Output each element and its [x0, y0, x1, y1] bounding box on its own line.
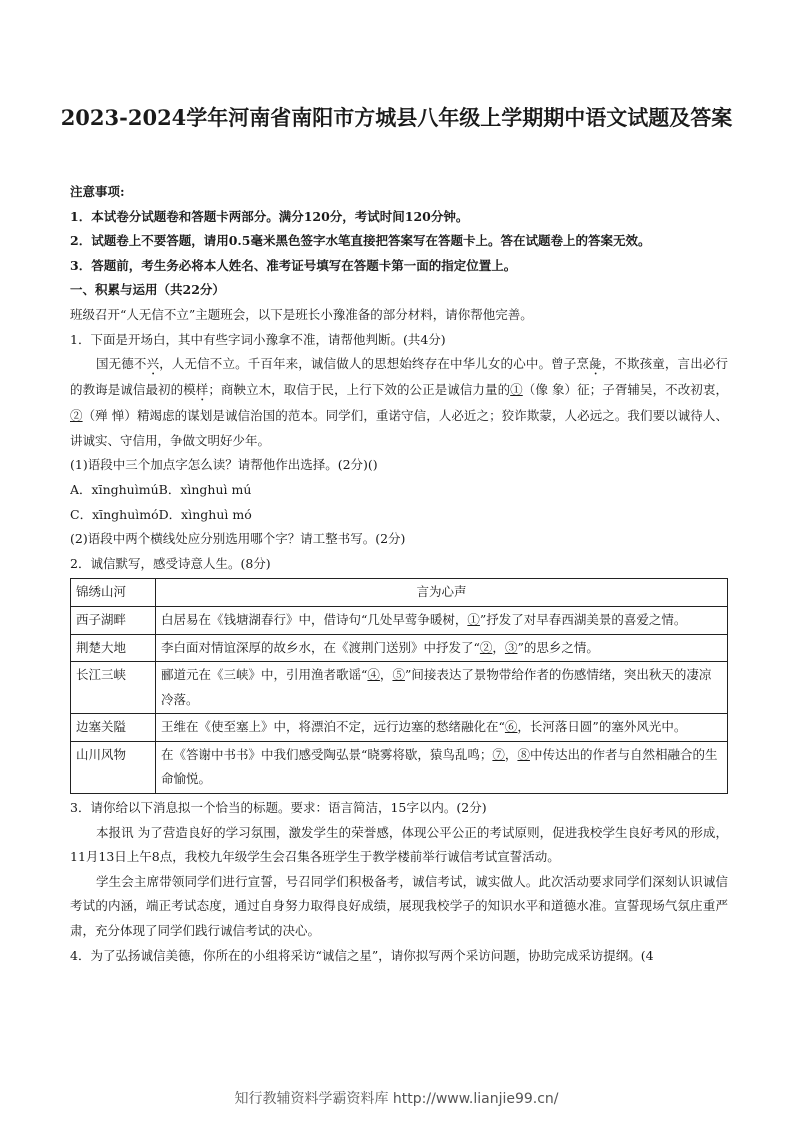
- blank-1: ①: [510, 382, 523, 398]
- table-header: 锦绣山河: [71, 579, 156, 607]
- question-4-stem: 4．为了弘扬诚信美德，你所在的小组将采访“诚信之星”，请你拟写两个采访问题，协助完成采访提纲。(4: [70, 947, 654, 963]
- table-cell-place: 荆楚大地: [71, 634, 156, 662]
- cell-text: ，长河落日圆”的塞外风光中。: [517, 719, 687, 735]
- option-a-b: A．xīnghuìmúB．xìnghuì mú: [70, 481, 252, 497]
- table-row: [71, 714, 728, 742]
- blank-number: ④: [367, 667, 380, 683]
- notice-heading: 注意事项:: [70, 184, 125, 199]
- table-cell-text: [156, 662, 728, 714]
- question-2-stem: 2．诚信默写，感受诗意人生。(8分): [70, 555, 271, 571]
- blank-number: ⑥: [504, 719, 518, 735]
- cell-text: 李白面对情谊深厚的故乡水，在《渡荆门送别》中抒发了“: [161, 639, 480, 655]
- cell-text: ”抒发了对早春西湖美景的喜爱之情。: [479, 611, 687, 627]
- blank-number: ①: [467, 611, 480, 627]
- blank-2: ②: [70, 408, 83, 424]
- cell-text: 中传达出的作者与自然相融合的生命愉悦。: [161, 746, 718, 787]
- table-cell-place: 边塞关隘: [71, 714, 156, 742]
- blank-number: ⑦: [492, 746, 505, 762]
- table-cell-text: [156, 606, 728, 634]
- table-cell-text: [156, 741, 728, 793]
- table-row: [71, 741, 728, 793]
- cell-text: 在《答谢中书书》中我们感受陶弘景“晓雾将歇，猿鸟乱鸣；: [161, 746, 493, 762]
- table-cell-place: 西子湖畔: [71, 606, 156, 634]
- question-1-sub2: (2)语段中两个横线处应分别选用哪个字？请工整书写。(2分): [70, 531, 406, 547]
- dotted-char: 兴: [146, 356, 160, 372]
- option-c-d: C．xīnghuìmóD．xìnghuì mó: [70, 506, 252, 522]
- page-title: 2023-2024学年河南省南阳市方城县八年级上学期期中语文试题及答案: [60, 105, 733, 130]
- table-cell-text: [156, 634, 728, 662]
- table-row: [71, 634, 728, 662]
- question-1-stem: 1．下面是开场白，其中有些字词小豫拿不准，请帮他判断。(共4分): [70, 331, 446, 347]
- notice-item: 2．试题卷上不要答题，请用0.5毫米黑色签字水笔直接把答案写在答题卡上。答在试题卷上的答案无效。: [70, 233, 651, 249]
- poem-table: [70, 578, 728, 794]
- news-paragraph: 学生会主席带领同学们进行宣誓，号召同学们积极备考，诚信考试，诚实做人。此次活动要求同学们深刻认识诚信考试的内涵，端正考试态度，通过自身努力取得良好成绩，展现我校学子的知识水平和道德水准。宣誓现场气氛庄重严肃，充分体现了同学们践行诚信考试的决心。: [70, 873, 728, 939]
- table-header: 言为心声: [156, 579, 728, 607]
- cell-text: ，: [492, 639, 505, 655]
- news-paragraph: 本报讯 为了营造良好的学习氛围，激发学生的荣誉感，体现公平公正的考试原则，促进我校学生良好考风的形成，11月13日上午8点，我校九年级学生会召集各班学生于教学楼前举行诚信考试宣誓活动。: [70, 824, 728, 865]
- blank-number: ⑧: [517, 746, 530, 762]
- document-body: [70, 180, 728, 968]
- table-cell-text: [156, 714, 728, 742]
- blank-number: ③: [504, 639, 518, 655]
- notice-item: 3．答题前，考生务必将本人姓名、准考证号填写在答题卡第一面的指定位置上。: [70, 257, 517, 273]
- question-1-passage: 国无德不兴，人无信不立。千百年来，诚信做人的思想始终存在中华儿女的心中。曾子烹彘，不欺孩童，言出必行的教诲是诚信最初的模样；商鞅立木，取信于民，上行下效的公正是诚信力量的①（像 象）征；子胥辅吴，不改初衷，②（殚 惮）精竭虑的谋划是诚信治国的范本。同学们，重诺守信，人必近之；狡诈欺蒙，人必远之。我们要以诚待人、讲诚实、守信用，争做文明好少年。: [70, 356, 728, 448]
- dotted-char: 彘: [589, 356, 602, 372]
- footer-watermark: 知行教辅资料学霸资料库 http://www.lianjie99.cn/: [234, 1091, 559, 1107]
- table-cell-place: 长江三峡: [71, 662, 156, 714]
- section-intro: 班级召开“人无信不立”主题班会，以下是班长小豫准备的部分材料，请你帮他完善。: [70, 306, 533, 322]
- cell-text: 王维在《使至塞上》中，将漂泊不定，远行边塞的愁绪融化在“: [161, 719, 505, 735]
- cell-text: ”间接表达了景物带给作者的伤感情绪，突出秋天的凄凉冷落。: [161, 667, 712, 707]
- cell-text: ”的思乡之情。: [517, 639, 599, 655]
- table-row: [71, 662, 728, 714]
- dotted-char: 样: [195, 382, 209, 398]
- cell-text: 郦道元在《三峡》中，引用渔者歌谣“: [161, 667, 368, 683]
- question-3-stem: 3．请你给以下消息拟一个恰当的标题。要求：语言简洁，15字以内。(2分): [70, 800, 487, 816]
- cell-text: ，: [379, 667, 393, 683]
- question-1-sub1: (1)语段中三个加点字怎么读？请帮他作出选择。(2分)(): [70, 457, 378, 473]
- blank-number: ⑤: [392, 667, 405, 683]
- section-heading: 一、积累与运用（共22分）: [70, 282, 225, 298]
- cell-text: 白居易在《钱塘湖春行》中，借诗句“几处早莺争暖树，: [161, 611, 468, 627]
- blank-number: ②: [479, 639, 493, 655]
- notice-item: 1．本试卷分试题卷和答题卡两部分。满分120分，考试时间120分钟。: [70, 208, 469, 224]
- table-row: [71, 606, 728, 634]
- cell-text: ，: [504, 746, 518, 762]
- table-cell-place: 山川风物: [71, 741, 156, 793]
